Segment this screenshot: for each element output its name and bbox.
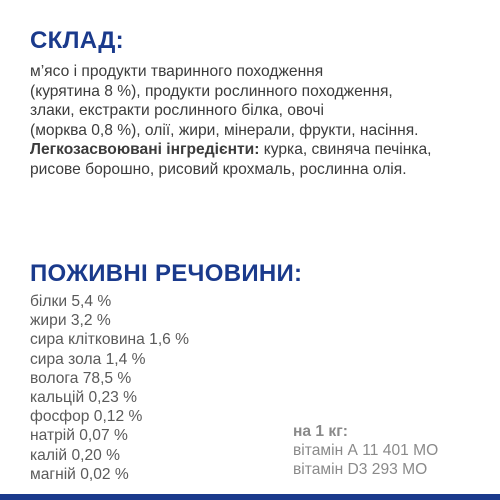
digestible-ingredients-text-2: рисове борошно, рисовий крохмаль, рослинна олія. — [30, 160, 407, 178]
nutrient-item: калій 0,20 % — [30, 446, 120, 464]
nutrient-item: фосфор 0,12 % — [30, 408, 143, 426]
nutrient-item: сира клітковина 1,6 % — [30, 331, 190, 349]
per-kg-title: на 1 кг: — [293, 423, 348, 440]
composition-line: (курятина 8 %), продукти рослинного походження, — [30, 82, 393, 100]
nutrient-item: жири 3,2 % — [30, 312, 111, 330]
digestible-ingredients-line — [30, 140, 492, 160]
vitamin-list — [293, 441, 438, 479]
nutrient-item: волога 78,5 % — [30, 369, 132, 387]
nutrients-heading: ПОЖИВНІ РЕЧОВИНИ: — [30, 260, 303, 287]
composition-line: злаки, екстракти рослинного білка, овочі — [30, 102, 324, 120]
nutrient-item: магній 0,02 % — [30, 465, 129, 483]
composition-line: (морква 0,8 %), олії, жири, мінерали, фрукти, насіння. — [30, 121, 419, 139]
nutrient-item: сира зола 1,4 % — [30, 350, 146, 368]
bottom-accent-bar — [0, 494, 500, 500]
composition-line: м’ясо і продукти тваринного походження — [30, 63, 324, 80]
vitamin-item: вітамін А 11 401 МО — [293, 442, 439, 460]
digestible-ingredients-text: курка, свиняча печінка, — [259, 141, 432, 159]
nutrient-item: кальцій 0,23 % — [30, 389, 138, 407]
nutrient-list — [30, 292, 189, 484]
composition-heading: СКЛАД: — [30, 27, 124, 54]
digestible-ingredients-label: Легкозасвоювані інгредієнти: — [30, 141, 260, 159]
vitamin-item: вітамін D3 293 МО — [293, 461, 428, 479]
nutrient-item: білки 5,4 % — [30, 293, 112, 310]
per-kg-vitamins — [293, 422, 438, 480]
composition-text — [30, 62, 492, 180]
nutrient-item: натрій 0,07 % — [30, 427, 128, 445]
